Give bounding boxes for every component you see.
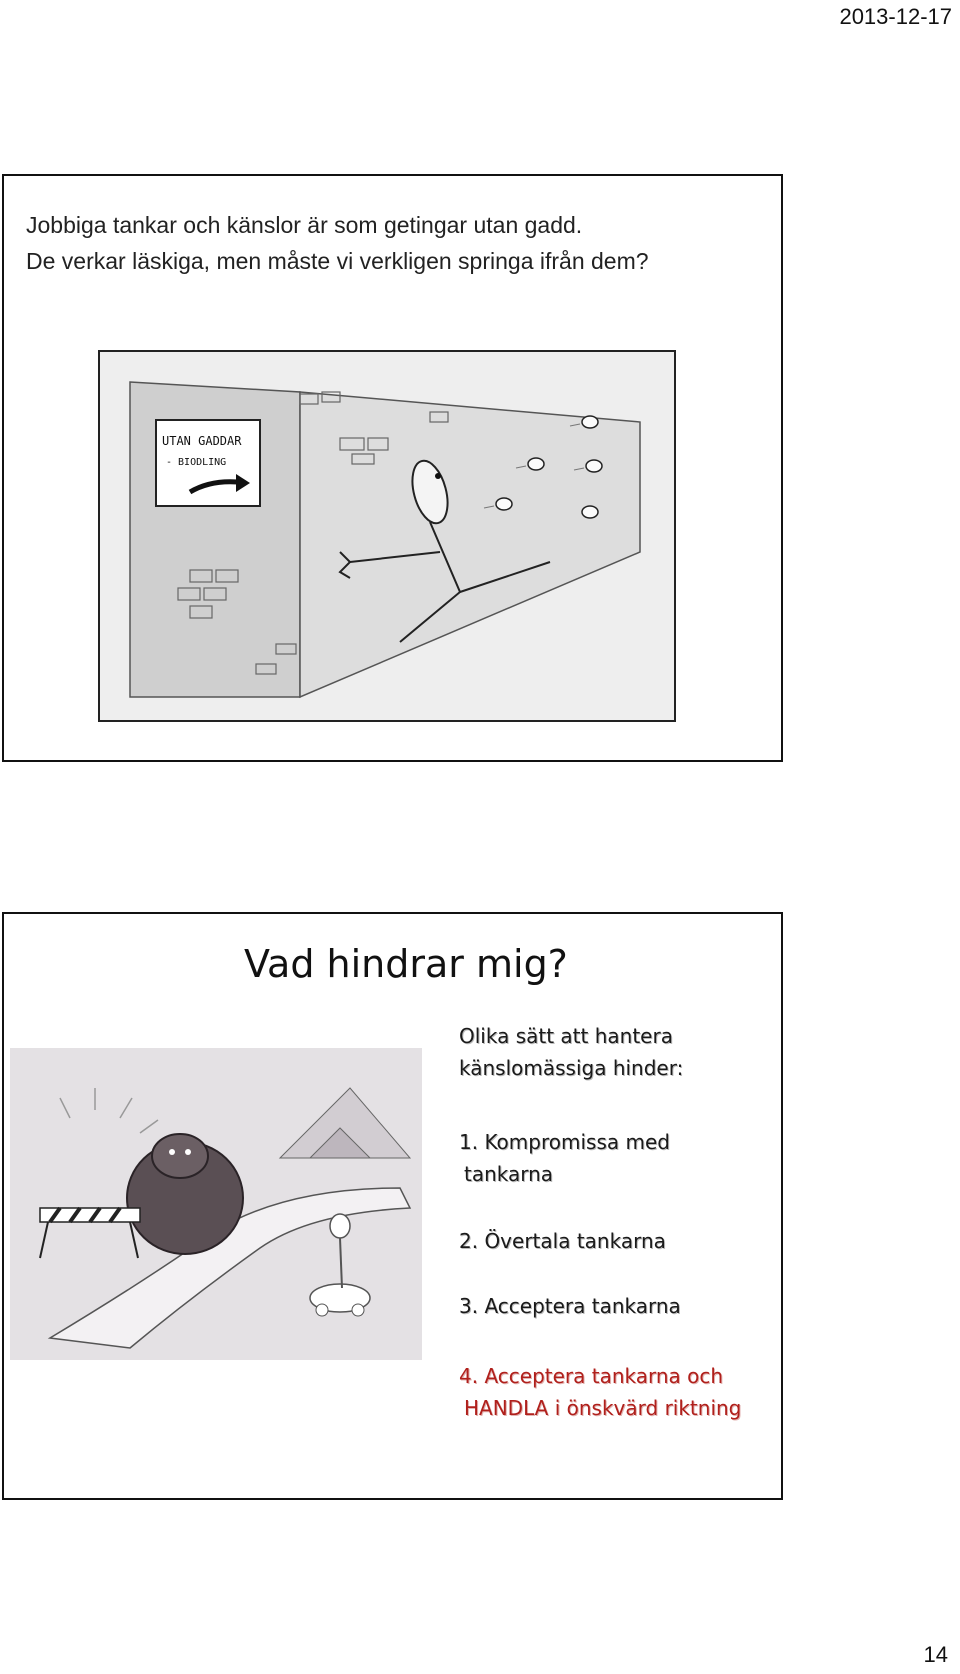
wasp-wall-cartoon (98, 350, 676, 722)
option-4: 4. Acceptera tankarna och (459, 1364, 724, 1388)
sign-text-1: UTAN GADDAR (162, 434, 242, 448)
slide-text-line: Jobbiga tankar och känslor är som getingar utan gadd. (26, 212, 583, 238)
sign-text-2: - BIODLING (166, 457, 227, 468)
option-1: 1. Kompromissa med (459, 1130, 670, 1154)
obstacle-road-cartoon (10, 1048, 422, 1360)
cartoon-drawing (10, 1048, 422, 1360)
slide-getingar (2, 174, 783, 762)
intro-line: känslomässiga hinder: (459, 1056, 684, 1080)
intro-line: Olika sätt att hantera (459, 1024, 673, 1048)
slide-title: Vad hindrar mig? (244, 942, 568, 986)
option-2: 2. Övertala tankarna (459, 1229, 666, 1253)
page-date: 2013-12-17 (839, 4, 952, 29)
option-3: 3. Acceptera tankarna (459, 1294, 681, 1318)
slide-text-line: De verkar läskiga, men måste vi verkligen springa ifrån dem? (26, 248, 649, 274)
slide-vad-hindrar (2, 912, 783, 1500)
page-number: 14 (923, 1642, 948, 1667)
option-1-cont: tankarna (464, 1162, 554, 1186)
option-4-cont: HANDLA i önskvärd riktning (464, 1396, 742, 1420)
cartoon-drawing (100, 352, 674, 720)
